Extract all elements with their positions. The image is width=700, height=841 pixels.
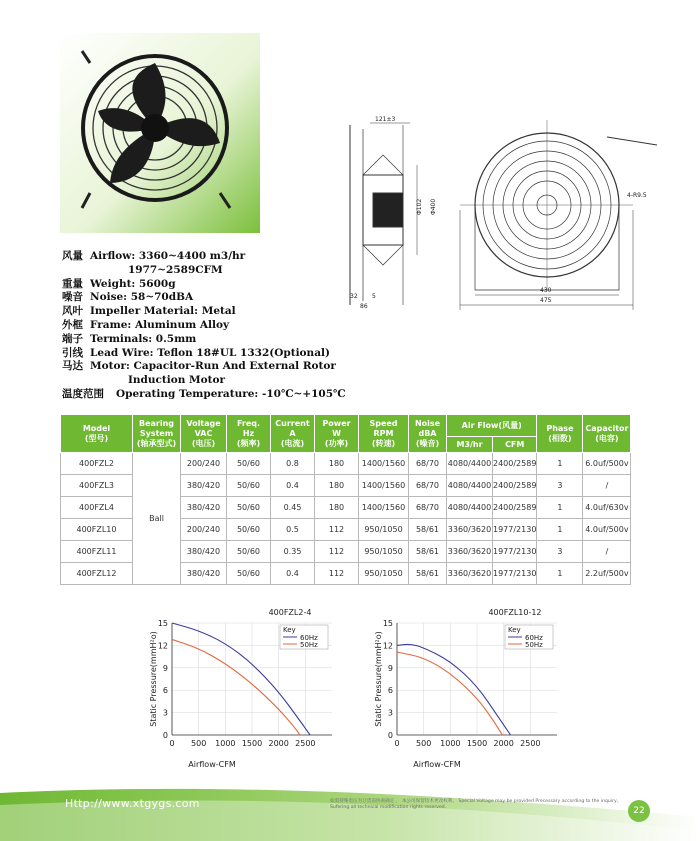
spec-airflow-cfm: 1977~2589CFM xyxy=(128,263,223,276)
cell-voltage: 380/420 xyxy=(181,475,227,497)
front-view xyxy=(460,120,657,310)
x-tick-label: 500 xyxy=(416,739,432,748)
cell-speed: 1400/1560 xyxy=(359,497,409,519)
cell-m3hr: 4080/4400 xyxy=(447,475,493,497)
cell-power: 112 xyxy=(315,519,359,541)
dimension-drawing xyxy=(335,115,665,319)
cell-cfm: 2400/2589 xyxy=(493,475,537,497)
spec-motor-cont: Induction Motor xyxy=(128,374,226,387)
cell-freq: 50/60 xyxy=(227,475,271,497)
cell-noise: 68/70 xyxy=(409,497,447,519)
x-tick-label: 1500 xyxy=(241,739,263,748)
spec-table xyxy=(60,414,631,585)
header-m3hr: M3/hr xyxy=(447,437,493,453)
table-row xyxy=(61,453,631,475)
header-freq: Freq. Hz (频率) xyxy=(227,415,271,453)
chart-title: 400FZL10-12 xyxy=(488,608,542,617)
legend-title: Key xyxy=(508,626,521,634)
cell-cfm: 1977/2130 xyxy=(493,541,537,563)
cell-voltage: 380/420 xyxy=(181,497,227,519)
cell-capacitor: 4.0uf/500v xyxy=(583,519,631,541)
x-tick-label: 2500 xyxy=(520,739,541,748)
x-tick-label: 1500 xyxy=(466,739,488,748)
y-tick-label: 12 xyxy=(157,641,168,651)
cell-noise: 58/61 xyxy=(409,519,447,541)
cell-speed: 950/1050 xyxy=(359,541,409,563)
cell-capacitor: / xyxy=(583,541,631,563)
cell-power: 180 xyxy=(315,497,359,519)
header-capacitor: Capacitor (电容) xyxy=(583,415,631,453)
header-power: Power W (功率) xyxy=(315,415,359,453)
dim-label: Φ400 xyxy=(430,198,437,215)
cell-bearing: Ball xyxy=(133,453,181,585)
y-tick-label: 6 xyxy=(387,686,393,696)
legend-title: Key xyxy=(283,626,296,634)
cell-freq: 50/60 xyxy=(227,563,271,585)
cell-phase: 1 xyxy=(537,453,583,475)
y-tick-label: 0 xyxy=(387,731,393,740)
cell-power: 112 xyxy=(315,541,359,563)
cell-m3hr: 3360/3620 xyxy=(447,541,493,563)
cell-phase: 3 xyxy=(537,475,583,497)
dim-label: 475 xyxy=(540,297,552,304)
legend-label: 60Hz xyxy=(525,634,543,642)
chart-400fzl10-12 xyxy=(375,605,575,770)
cell-model: 400FZL4 xyxy=(61,497,133,519)
cell-m3hr: 3360/3620 xyxy=(447,563,493,585)
cell-m3hr: 3360/3620 xyxy=(447,519,493,541)
x-tick-label: 2500 xyxy=(295,739,316,748)
cell-m3hr: 4080/4400 xyxy=(447,453,493,475)
y-tick-label: 15 xyxy=(382,619,393,628)
dim-label: 430 xyxy=(540,287,552,294)
cell-capacitor: 4.0uf/630v xyxy=(583,497,631,519)
spec-frame: 外框 Frame: Aluminum Alloy xyxy=(62,318,230,331)
legend-label: 50Hz xyxy=(300,641,318,649)
cell-freq: 50/60 xyxy=(227,541,271,563)
cell-freq: 50/60 xyxy=(227,497,271,519)
y-tick-label: 9 xyxy=(387,663,393,673)
spec-temperature: 温度范围 Operating Temperature: -10℃~+105℃ xyxy=(62,387,346,400)
y-tick-label: 3 xyxy=(387,708,393,718)
y-tick-label: 3 xyxy=(162,708,168,718)
x-axis-label: Airflow-CFM xyxy=(413,760,461,769)
cell-voltage: 380/420 xyxy=(181,563,227,585)
cell-voltage: 200/240 xyxy=(181,453,227,475)
spec-airflow: 风量 Airflow: 3360~4400 m3/hr xyxy=(62,250,246,262)
dim-label: 121±3 xyxy=(375,116,396,123)
dim-label: Φ102 xyxy=(416,198,423,215)
chart-400fzl2-4 xyxy=(150,605,350,770)
cell-model: 400FZL10 xyxy=(61,519,133,541)
header-speed: Speed RPM (转速) xyxy=(359,415,409,453)
cell-speed: 1400/1560 xyxy=(359,453,409,475)
header-airflow: Air Flow(风量) xyxy=(447,415,537,437)
chart-title: 400FZL2-4 xyxy=(268,608,312,617)
y-tick-label: 6 xyxy=(162,686,168,696)
y-tick-label: 15 xyxy=(157,619,168,628)
dim-label: 5 xyxy=(372,293,376,300)
spec-noise: 噪音 Noise: 58~70dBA xyxy=(62,291,194,304)
cell-speed: 1400/1560 xyxy=(359,475,409,497)
x-tick-label: 2000 xyxy=(268,739,289,748)
footer-fineprint: 如需特殊电压为订货前协商确定 ， 本公司保留技术更改权利。 Special Voltage may be provided Precessary according to the inquiry, Sufering all technical modification rights reserved. xyxy=(330,799,619,810)
cell-model: 400FZL3 xyxy=(61,475,133,497)
cell-model: 400FZL2 xyxy=(61,453,133,475)
x-tick-label: 2000 xyxy=(493,739,514,748)
spec-weight: 重量 Weight: 5600g xyxy=(62,277,176,290)
cell-power: 180 xyxy=(315,453,359,475)
y-tick-label: 12 xyxy=(382,641,393,651)
cell-freq: 50/60 xyxy=(227,519,271,541)
y-axis-label: Static Pressure(mmH²o) xyxy=(374,631,383,727)
side-view xyxy=(350,123,417,305)
cell-cfm: 2400/2589 xyxy=(493,497,537,519)
cell-freq: 50/60 xyxy=(227,453,271,475)
cell-current: 0.4 xyxy=(271,475,315,497)
cell-power: 112 xyxy=(315,563,359,585)
cell-noise: 58/61 xyxy=(409,541,447,563)
cell-cfm: 1977/2130 xyxy=(493,563,537,585)
dim-label: 86 xyxy=(360,303,368,310)
dim-label: 4-R9.5 xyxy=(627,192,647,199)
x-tick-label: 1000 xyxy=(440,739,461,748)
cell-phase: 3 xyxy=(537,541,583,563)
product-photo xyxy=(60,33,260,233)
cell-power: 180 xyxy=(315,475,359,497)
cell-model: 400FZL11 xyxy=(61,541,133,563)
cell-current: 0.5 xyxy=(271,519,315,541)
cell-current: 0.45 xyxy=(271,497,315,519)
cell-noise: 58/61 xyxy=(409,563,447,585)
cell-current: 0.35 xyxy=(271,541,315,563)
legend-label: 50Hz xyxy=(525,641,543,649)
footer-bar xyxy=(0,787,700,841)
spec-list xyxy=(62,250,346,402)
cell-capacitor: / xyxy=(583,475,631,497)
cell-capacitor: 6.0uf/500v xyxy=(583,453,631,475)
cell-noise: 68/70 xyxy=(409,475,447,497)
series-line-50Hz xyxy=(172,639,300,735)
cell-speed: 950/1050 xyxy=(359,563,409,585)
cell-phase: 1 xyxy=(537,519,583,541)
spec-impeller: 风叶 Impeller Material: Metal xyxy=(62,305,236,318)
x-tick-label: 0 xyxy=(394,739,400,748)
y-tick-label: 0 xyxy=(162,731,168,740)
cell-current: 0.8 xyxy=(271,453,315,475)
dim-label: 32 xyxy=(350,293,358,300)
cell-phase: 1 xyxy=(537,497,583,519)
x-tick-label: 500 xyxy=(191,739,207,748)
y-axis-label: Static Pressure(mmH²o) xyxy=(149,631,158,727)
legend-label: 60Hz xyxy=(300,634,318,642)
series-line-50Hz xyxy=(397,652,502,735)
cell-model: 400FZL12 xyxy=(61,563,133,585)
cell-voltage: 380/420 xyxy=(181,541,227,563)
header-current: Current A (电流) xyxy=(271,415,315,453)
cell-voltage: 200/240 xyxy=(181,519,227,541)
cell-phase: 1 xyxy=(537,563,583,585)
footer-url[interactable]: Http://www.xtgygs.com xyxy=(65,797,200,810)
y-tick-label: 9 xyxy=(162,663,168,673)
cell-noise: 68/70 xyxy=(409,453,447,475)
header-bearing: Bearing System (轴承型式) xyxy=(133,415,181,453)
fan-hub xyxy=(141,114,169,142)
cell-m3hr: 4080/4400 xyxy=(447,497,493,519)
header-cfm: CFM xyxy=(493,437,537,453)
page-number: 22 xyxy=(628,800,650,822)
cell-cfm: 1977/2130 xyxy=(493,519,537,541)
spec-motor: 马达 Motor: Capacitor-Run And External Rotor xyxy=(62,360,336,373)
x-tick-label: 0 xyxy=(169,739,175,748)
cell-speed: 950/1050 xyxy=(359,519,409,541)
cell-current: 0.4 xyxy=(271,563,315,585)
header-model: Model (型号) xyxy=(61,415,133,453)
header-phase: Phase (相数) xyxy=(537,415,583,453)
spec-terminals: 端子 Terminals: 0.5mm xyxy=(62,332,197,345)
spec-lead-wire: 引线 Lead Wire: Teflon 18#UL 1332(Optional) xyxy=(62,346,330,359)
x-axis-label: Airflow-CFM xyxy=(188,760,236,769)
cell-capacitor: 2.2uf/500v xyxy=(583,563,631,585)
x-tick-label: 1000 xyxy=(215,739,236,748)
header-noise: Noise dBA (噪音) xyxy=(409,415,447,453)
cell-cfm: 2400/2589 xyxy=(493,453,537,475)
header-voltage: Voltage VAC (电压) xyxy=(181,415,227,453)
